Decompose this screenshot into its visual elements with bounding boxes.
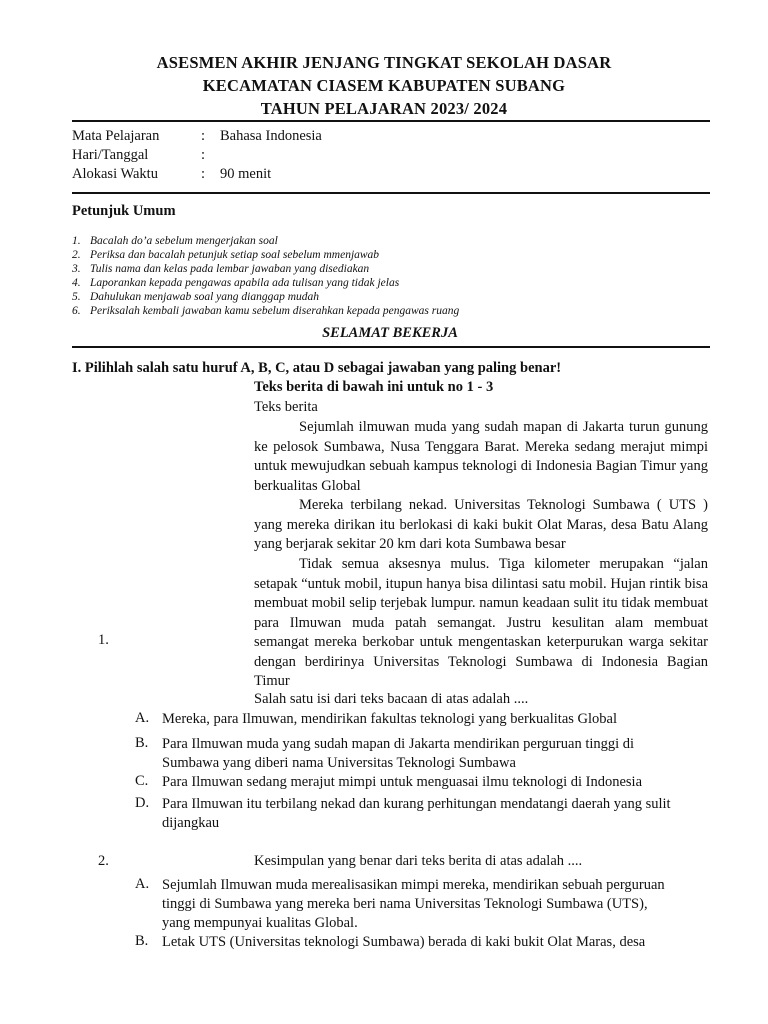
petunjuk-item <box>72 291 319 303</box>
petunjuk-item <box>72 249 379 261</box>
header-line-1: ASESMEN AKHIR JENJANG TINGKAT SEKOLAH DASAR <box>156 53 612 72</box>
q2-option-b-text-1: Letak UTS (Universitas teknologi Sumbawa) berada di kaki bukit Olat Maras, desa <box>162 934 646 950</box>
petunjuk-text: Laporankan kepada pengawas apabila ada tulisan yang tidak jelas <box>90 277 400 289</box>
q1-option-d-letter: D. <box>135 795 150 811</box>
q1-option-d-text-2: dijangkau <box>162 815 220 831</box>
petunjuk-heading: Petunjuk Umum <box>72 203 176 219</box>
question-2-text: Kesimpulan yang benar dari teks berita di atas adalah .... <box>254 853 583 869</box>
q2-option-b-letter: B. <box>135 933 149 949</box>
info-label-waktu: Alokasi Waktu <box>72 166 158 182</box>
info-value-mapel: Bahasa Indonesia <box>220 128 322 144</box>
petunjuk-num: 4. <box>72 277 81 289</box>
question-1-number: 1. <box>98 632 109 648</box>
petunjuk-item <box>72 235 278 247</box>
petunjuk-num: 3. <box>72 263 81 275</box>
header-line-2: KECAMATAN CIASEM KABUPATEN SUBANG <box>202 76 566 95</box>
petunjuk-text: Periksa dan bacalah petunjuk setiap soal sebelum mmenjawab <box>90 249 380 261</box>
news-paragraph-2: Mereka terbilang nekad. Universitas Teknologi Sumbawa ( UTS ) yang mereka dirikan itu berlokasi di kaki bukit Olat Maras, desa Batu Alang yang berjarak sekitar 20 km dari kota Sumbawa besar <box>254 497 708 552</box>
petunjuk-text: Dahulukan menjawab soal yang dianggap mudah <box>90 291 320 303</box>
info-value-waktu: 90 menit <box>220 166 272 182</box>
petunjuk-num: 5. <box>72 291 81 303</box>
question-2-number: 2. <box>98 853 109 869</box>
q1-option-c-text: Para Ilmuwan sedang merajut mimpi untuk menguasai ilmu teknologi di Indonesia <box>162 774 643 790</box>
text-heading: Teks berita di bawah ini untuk no 1 - 3 <box>254 379 494 395</box>
petunjuk-num: 6. <box>72 305 81 317</box>
header-rule-top <box>72 120 710 122</box>
petunjuk-num: 2. <box>72 249 81 261</box>
selamat-bekerja: SELAMAT BEKERJA <box>322 325 458 341</box>
info-sep-waktu: : <box>201 166 206 182</box>
info-label-hari: Hari/Tanggal <box>72 147 149 163</box>
q1-option-b-text-2: Sumbawa yang diberi nama Universitas Teknologi Sumbawa <box>162 755 516 771</box>
petunjuk-text: Tulis nama dan kelas pada lembar jawaban yang disediakan <box>90 263 370 275</box>
q1-option-a-text: Mereka, para Ilmuwan, mendirikan fakultas teknologi yang berkualitas Global <box>162 711 617 727</box>
q1-option-b-text-1: Para Ilmuwan muda yang sudah mapan di Jakarta mendirikan perguruan tinggi di <box>162 736 635 752</box>
header-line-3: TAHUN PELAJARAN 2023/ 2024 <box>260 99 508 118</box>
q1-option-b-letter: B. <box>135 735 149 751</box>
q1-option-a-letter: A. <box>135 710 150 726</box>
petunjuk-item <box>72 305 459 317</box>
petunjuk-item <box>72 277 399 289</box>
q1-option-c-letter: C. <box>135 773 149 789</box>
question-1-text: Salah satu isi dari teks bacaan di atas adalah .... <box>254 691 529 707</box>
petunjuk-text: Bacalah do’a sebelum mengerjakan soal <box>90 235 278 247</box>
text-label: Teks berita <box>254 399 318 415</box>
petunjuk-text: Periksalah kembali jawaban kamu sebelum diserahkan kepada pengawas ruang <box>90 305 460 317</box>
petunjuk-item <box>72 263 369 275</box>
news-paragraph-1: Sejumlah ilmuwan muda yang sudah mapan di Jakarta turun gunung ke pelosok Sumbawa, Nusa Tenggara Barat. Mereka sedang merajut mimpi untuk mewujudkan sebuah kampus teknologi di Indonesia Bagian Timur yang berkualitas Global <box>254 419 708 494</box>
q1-option-d-text-1: Para Ilmuwan itu terbilang nekad dan kurang perhitungan mendatangi daerah yang sulit <box>162 796 671 812</box>
info-label-mapel: Mata Pelajaran <box>72 128 160 144</box>
petunjuk-num: 1. <box>72 235 81 247</box>
q2-option-a-letter: A. <box>135 876 150 892</box>
section-instruction: I. Pilihlah salah satu huruf A, B, C, atau D sebagai jawaban yang paling benar! <box>72 360 562 376</box>
info-rule-bottom <box>72 192 710 194</box>
q2-option-a-text-1: Sejumlah Ilmuwan muda merealisasikan mimpi mereka, mendirikan sebuah perguruan <box>162 877 665 893</box>
petunjuk-rule-bottom <box>72 346 710 348</box>
q2-option-a-text-3: yang mempunyai kualitas Global. <box>162 915 358 931</box>
info-sep-hari: : <box>201 147 206 163</box>
news-paragraph-3: Tidak semua aksesnya mulus. Tiga kilometer merupakan “jalan setapak “untuk mobil, itupun hanya bisa dilintasi satu mobil. Hujan rintik bisa membuat mobil selip terjebak lumpur. namun keadaan sulit itu tidak membuat para Ilmuwan muda patah semangat. Justru kesulitan alam membuat semangat mereka berkobar untuk mengentaskan keterpurukan warga sekitar dengan berdirinya Universitas Teknologi Sumbawa di Indonesia Bagian Timur <box>254 556 708 689</box>
q2-option-a-text-2: tinggi di Sumbawa yang mereka beri nama Universitas Teknologi Sumbawa (UTS), <box>162 896 648 912</box>
info-sep-mapel: : <box>201 128 206 144</box>
